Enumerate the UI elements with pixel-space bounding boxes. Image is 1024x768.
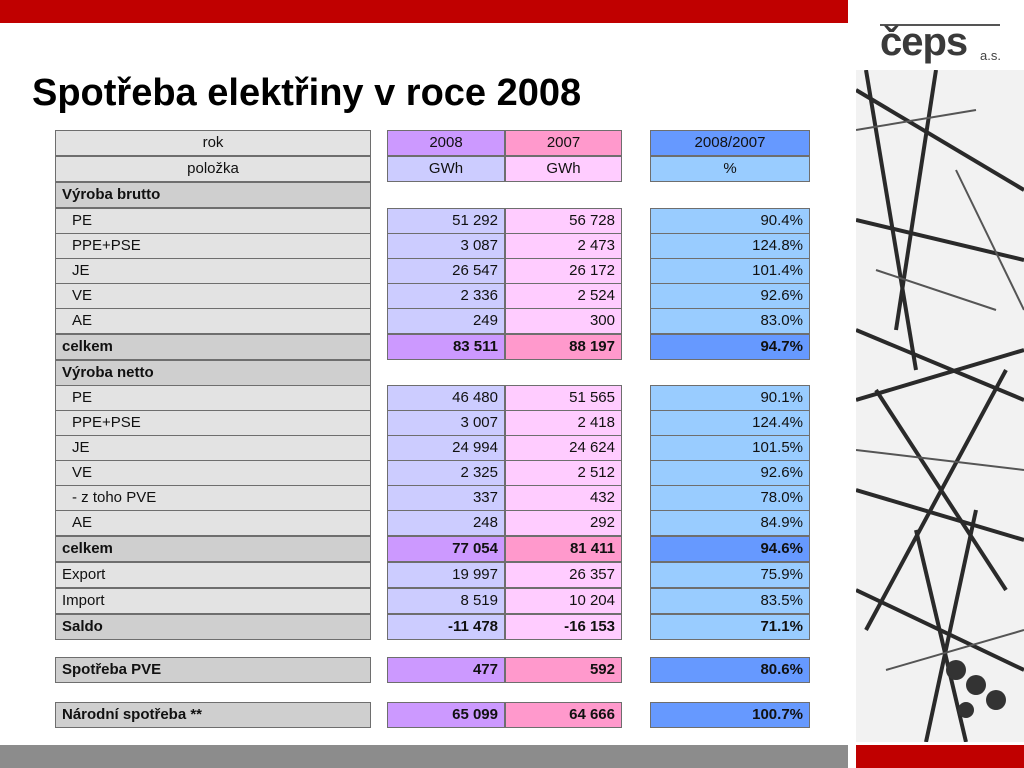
total-ratio: 94.7% — [650, 334, 810, 360]
row-2008: 24 994 — [387, 435, 505, 461]
row-2008: 51 292 — [387, 208, 505, 234]
import-2008: 8 519 — [387, 588, 505, 614]
export-2008: 19 997 — [387, 562, 505, 588]
row-ratio: 84.9% — [650, 510, 810, 536]
ceps-logo — [876, 14, 1016, 70]
row-2007: 2 512 — [505, 460, 622, 486]
import-label: Import — [55, 588, 371, 614]
row-ratio: 101.4% — [650, 258, 810, 284]
total-ratio: 94.6% — [650, 536, 810, 562]
units-2007: GWh — [505, 156, 622, 182]
total-2008: 83 511 — [387, 334, 505, 360]
row-label: AE — [55, 510, 371, 536]
export-2007: 26 357 — [505, 562, 622, 588]
row-2007: 24 624 — [505, 435, 622, 461]
row-ratio: 78.0% — [650, 485, 810, 511]
top-accent-bar — [0, 0, 848, 23]
import-ratio: 83.5% — [650, 588, 810, 614]
row-2007: 2 524 — [505, 283, 622, 309]
row-label: VE — [55, 283, 371, 309]
row-ratio: 90.4% — [650, 208, 810, 234]
row-label: AE — [55, 308, 371, 334]
row-2007: 432 — [505, 485, 622, 511]
row-label: PPE+PSE — [55, 410, 371, 436]
saldo-ratio: 71.1% — [650, 614, 810, 640]
row-2007: 300 — [505, 308, 622, 334]
row-label: PPE+PSE — [55, 233, 371, 259]
slide-title: Spotřeba elektřiny v roce 2008 — [32, 72, 582, 114]
row-ratio: 83.0% — [650, 308, 810, 334]
total-2008: 77 054 — [387, 536, 505, 562]
saldo-label: Saldo — [55, 614, 371, 640]
units-label: položka — [55, 156, 371, 182]
export-ratio: 75.9% — [650, 562, 810, 588]
row-ratio: 92.6% — [650, 283, 810, 309]
units-2008: GWh — [387, 156, 505, 182]
narodni-spotreba-label: Národní spotřeba ** — [55, 702, 371, 728]
row-2008: 3 087 — [387, 233, 505, 259]
power-tower-photo — [856, 70, 1024, 742]
energy-table — [55, 130, 815, 730]
row-2007: 292 — [505, 510, 622, 536]
row-2007: 2 418 — [505, 410, 622, 436]
header-2008: 2008 — [387, 130, 505, 156]
narodni-spotreba-2007: 64 666 — [505, 702, 622, 728]
row-ratio: 101.5% — [650, 435, 810, 461]
bottom-gray-bar — [0, 745, 848, 768]
spotreba-pve-label: Spotřeba PVE — [55, 657, 371, 683]
saldo-2008: -11 478 — [387, 614, 505, 640]
row-ratio: 124.4% — [650, 410, 810, 436]
row-label: VE — [55, 460, 371, 486]
row-2008: 249 — [387, 308, 505, 334]
spotreba-pve-2008: 477 — [387, 657, 505, 683]
row-2007: 51 565 — [505, 385, 622, 411]
header-2007: 2007 — [505, 130, 622, 156]
row-2008: 337 — [387, 485, 505, 511]
row-2008: 248 — [387, 510, 505, 536]
row-2007: 26 172 — [505, 258, 622, 284]
header-ratio: 2008/2007 — [650, 130, 810, 156]
row-2007: 56 728 — [505, 208, 622, 234]
header-label: rok — [55, 130, 371, 156]
section-brutto: Výroba brutto — [55, 182, 371, 208]
export-label: Export — [55, 562, 371, 588]
import-2007: 10 204 — [505, 588, 622, 614]
row-2008: 2 325 — [387, 460, 505, 486]
spotreba-pve-2007: 592 — [505, 657, 622, 683]
row-2008: 3 007 — [387, 410, 505, 436]
row-label: - z toho PVE — [55, 485, 371, 511]
logo-suffix: a.s. — [980, 48, 1001, 63]
row-ratio: 124.8% — [650, 233, 810, 259]
total-label: celkem — [55, 334, 371, 360]
row-2008: 2 336 — [387, 283, 505, 309]
total-2007: 81 411 — [505, 536, 622, 562]
row-2008: 46 480 — [387, 385, 505, 411]
total-label: celkem — [55, 536, 371, 562]
row-ratio: 90.1% — [650, 385, 810, 411]
logo-text: čeps — [880, 20, 968, 64]
section-netto: Výroba netto — [55, 360, 371, 386]
row-ratio: 92.6% — [650, 460, 810, 486]
row-label: PE — [55, 385, 371, 411]
units-ratio: % — [650, 156, 810, 182]
narodni-spotreba-2008: 65 099 — [387, 702, 505, 728]
row-label: PE — [55, 208, 371, 234]
row-2007: 2 473 — [505, 233, 622, 259]
row-label: JE — [55, 435, 371, 461]
row-label: JE — [55, 258, 371, 284]
row-2008: 26 547 — [387, 258, 505, 284]
bottom-red-bar — [856, 745, 1024, 768]
saldo-2007: -16 153 — [505, 614, 622, 640]
spotreba-pve-ratio: 80.6% — [650, 657, 810, 683]
total-2007: 88 197 — [505, 334, 622, 360]
narodni-spotreba-ratio: 100.7% — [650, 702, 810, 728]
